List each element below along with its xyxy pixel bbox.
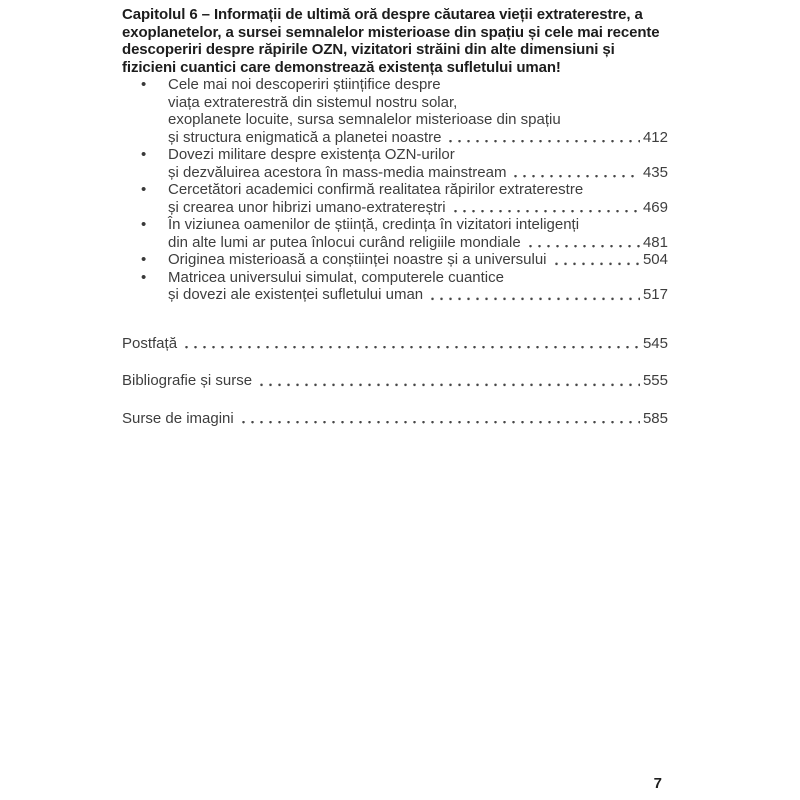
page-content <box>122 6 668 427</box>
backmatter-entry <box>122 335 668 353</box>
dotted-leader <box>239 410 640 428</box>
toc-page-number: 504 <box>642 251 668 268</box>
toc-page-number: 469 <box>642 198 668 216</box>
toc-item-body <box>168 216 668 251</box>
bullet-icon: • <box>141 76 147 93</box>
toc-item <box>122 251 668 269</box>
toc-item-body <box>168 76 668 146</box>
toc-entry-text: și dezvăluirea acestora în mass-media mainstream <box>168 163 507 181</box>
backmatter-label: Bibliografie și surse <box>122 372 253 389</box>
toc-entry-text: Cercetători academici confirmă realitatea răpirilor extraterestre <box>168 181 584 198</box>
toc-item-body <box>168 269 668 304</box>
dotted-leader <box>511 164 640 182</box>
bullet-icon: • <box>141 268 147 286</box>
toc-item <box>122 76 668 146</box>
toc-leader-row <box>168 129 668 147</box>
dotted-leader <box>446 129 639 147</box>
backmatter-label: Surse de imagini <box>122 409 234 427</box>
toc-entry-text: Cele mai noi descoperiri științifice despre <box>168 76 441 93</box>
toc-entry-text: În viziunea oamenilor de știință, credința în vizitatori inteligenți <box>168 216 580 233</box>
toc-item <box>122 181 668 216</box>
chapter-heading-line: exoplanetelor, a sursei semnalelor misterioase din spațiu și cele mai recente <box>122 23 660 41</box>
toc-page-number: 412 <box>642 128 668 146</box>
toc-item <box>122 146 668 181</box>
toc-leader-row <box>168 164 668 182</box>
chapter-heading-line: Capitolul 6 – Informații de ultimă oră despre căutarea vieții extraterestre, a <box>122 6 643 23</box>
dotted-leader <box>257 372 640 390</box>
toc-page-number: 481 <box>642 233 668 251</box>
dotted-leader <box>182 335 640 353</box>
toc-item <box>122 269 668 304</box>
bullet-icon: • <box>141 181 147 198</box>
backmatter-page-number: 545 <box>642 334 668 352</box>
chapter-heading-line: descoperiri despre răpirile OZN, vizitatori străini din alte dimensiuni și <box>122 41 615 58</box>
backmatter-page-number: 585 <box>642 409 668 427</box>
backmatter-entry <box>122 410 668 428</box>
bullet-icon: • <box>141 251 147 268</box>
dotted-leader <box>451 199 640 217</box>
toc-page-number: 435 <box>642 163 668 181</box>
toc-list <box>122 76 668 304</box>
bullet-icon: • <box>141 146 147 163</box>
backmatter-label: Postfață <box>122 334 178 352</box>
toc-entry-text: Originea misterioasă a conștiinței noastre și a universului <box>168 251 547 268</box>
backmatter-list <box>122 335 668 428</box>
toc-leader-row <box>168 234 668 252</box>
toc-entry-text: exoplanete locuite, sursa semnalelor misterioase din spațiu <box>168 111 561 128</box>
backmatter-entry <box>122 372 668 390</box>
toc-item-body <box>168 251 668 269</box>
dotted-leader <box>428 286 640 304</box>
toc-entry-text: și structura enigmatică a planetei noastre <box>168 128 442 146</box>
bullet-icon: • <box>141 216 147 233</box>
toc-item-body <box>168 146 668 181</box>
toc-entry-text: Dovezi militare despre existența OZN-urilor <box>168 146 455 163</box>
toc-leader-row <box>168 199 668 217</box>
dotted-leader <box>526 234 640 252</box>
toc-item <box>122 216 668 251</box>
backmatter-page-number: 555 <box>642 372 668 389</box>
page-number-footer: 7 <box>653 775 662 792</box>
toc-entry-text: și crearea unor hibrizi umano-extratereștri <box>168 198 446 216</box>
toc-entry-text: Matricea universului simulat, computerele cuantice <box>168 268 504 286</box>
toc-entry-text: și dovezi ale existenței sufletului uman <box>168 286 424 303</box>
dotted-leader <box>552 251 640 269</box>
toc-leader-row <box>168 251 668 269</box>
toc-leader-row <box>168 286 668 304</box>
chapter-heading-line: fizicieni cuantici care demonstrează existența sufletului uman! <box>122 58 561 76</box>
chapter-heading <box>122 6 668 76</box>
toc-entry-text: din alte lumi ar putea înlocui curând religiile mondiale <box>168 233 521 251</box>
toc-item-body <box>168 181 668 216</box>
toc-page-number: 517 <box>642 286 668 303</box>
toc-entry-text: viața extraterestră din sistemul nostru solar, <box>168 93 458 111</box>
